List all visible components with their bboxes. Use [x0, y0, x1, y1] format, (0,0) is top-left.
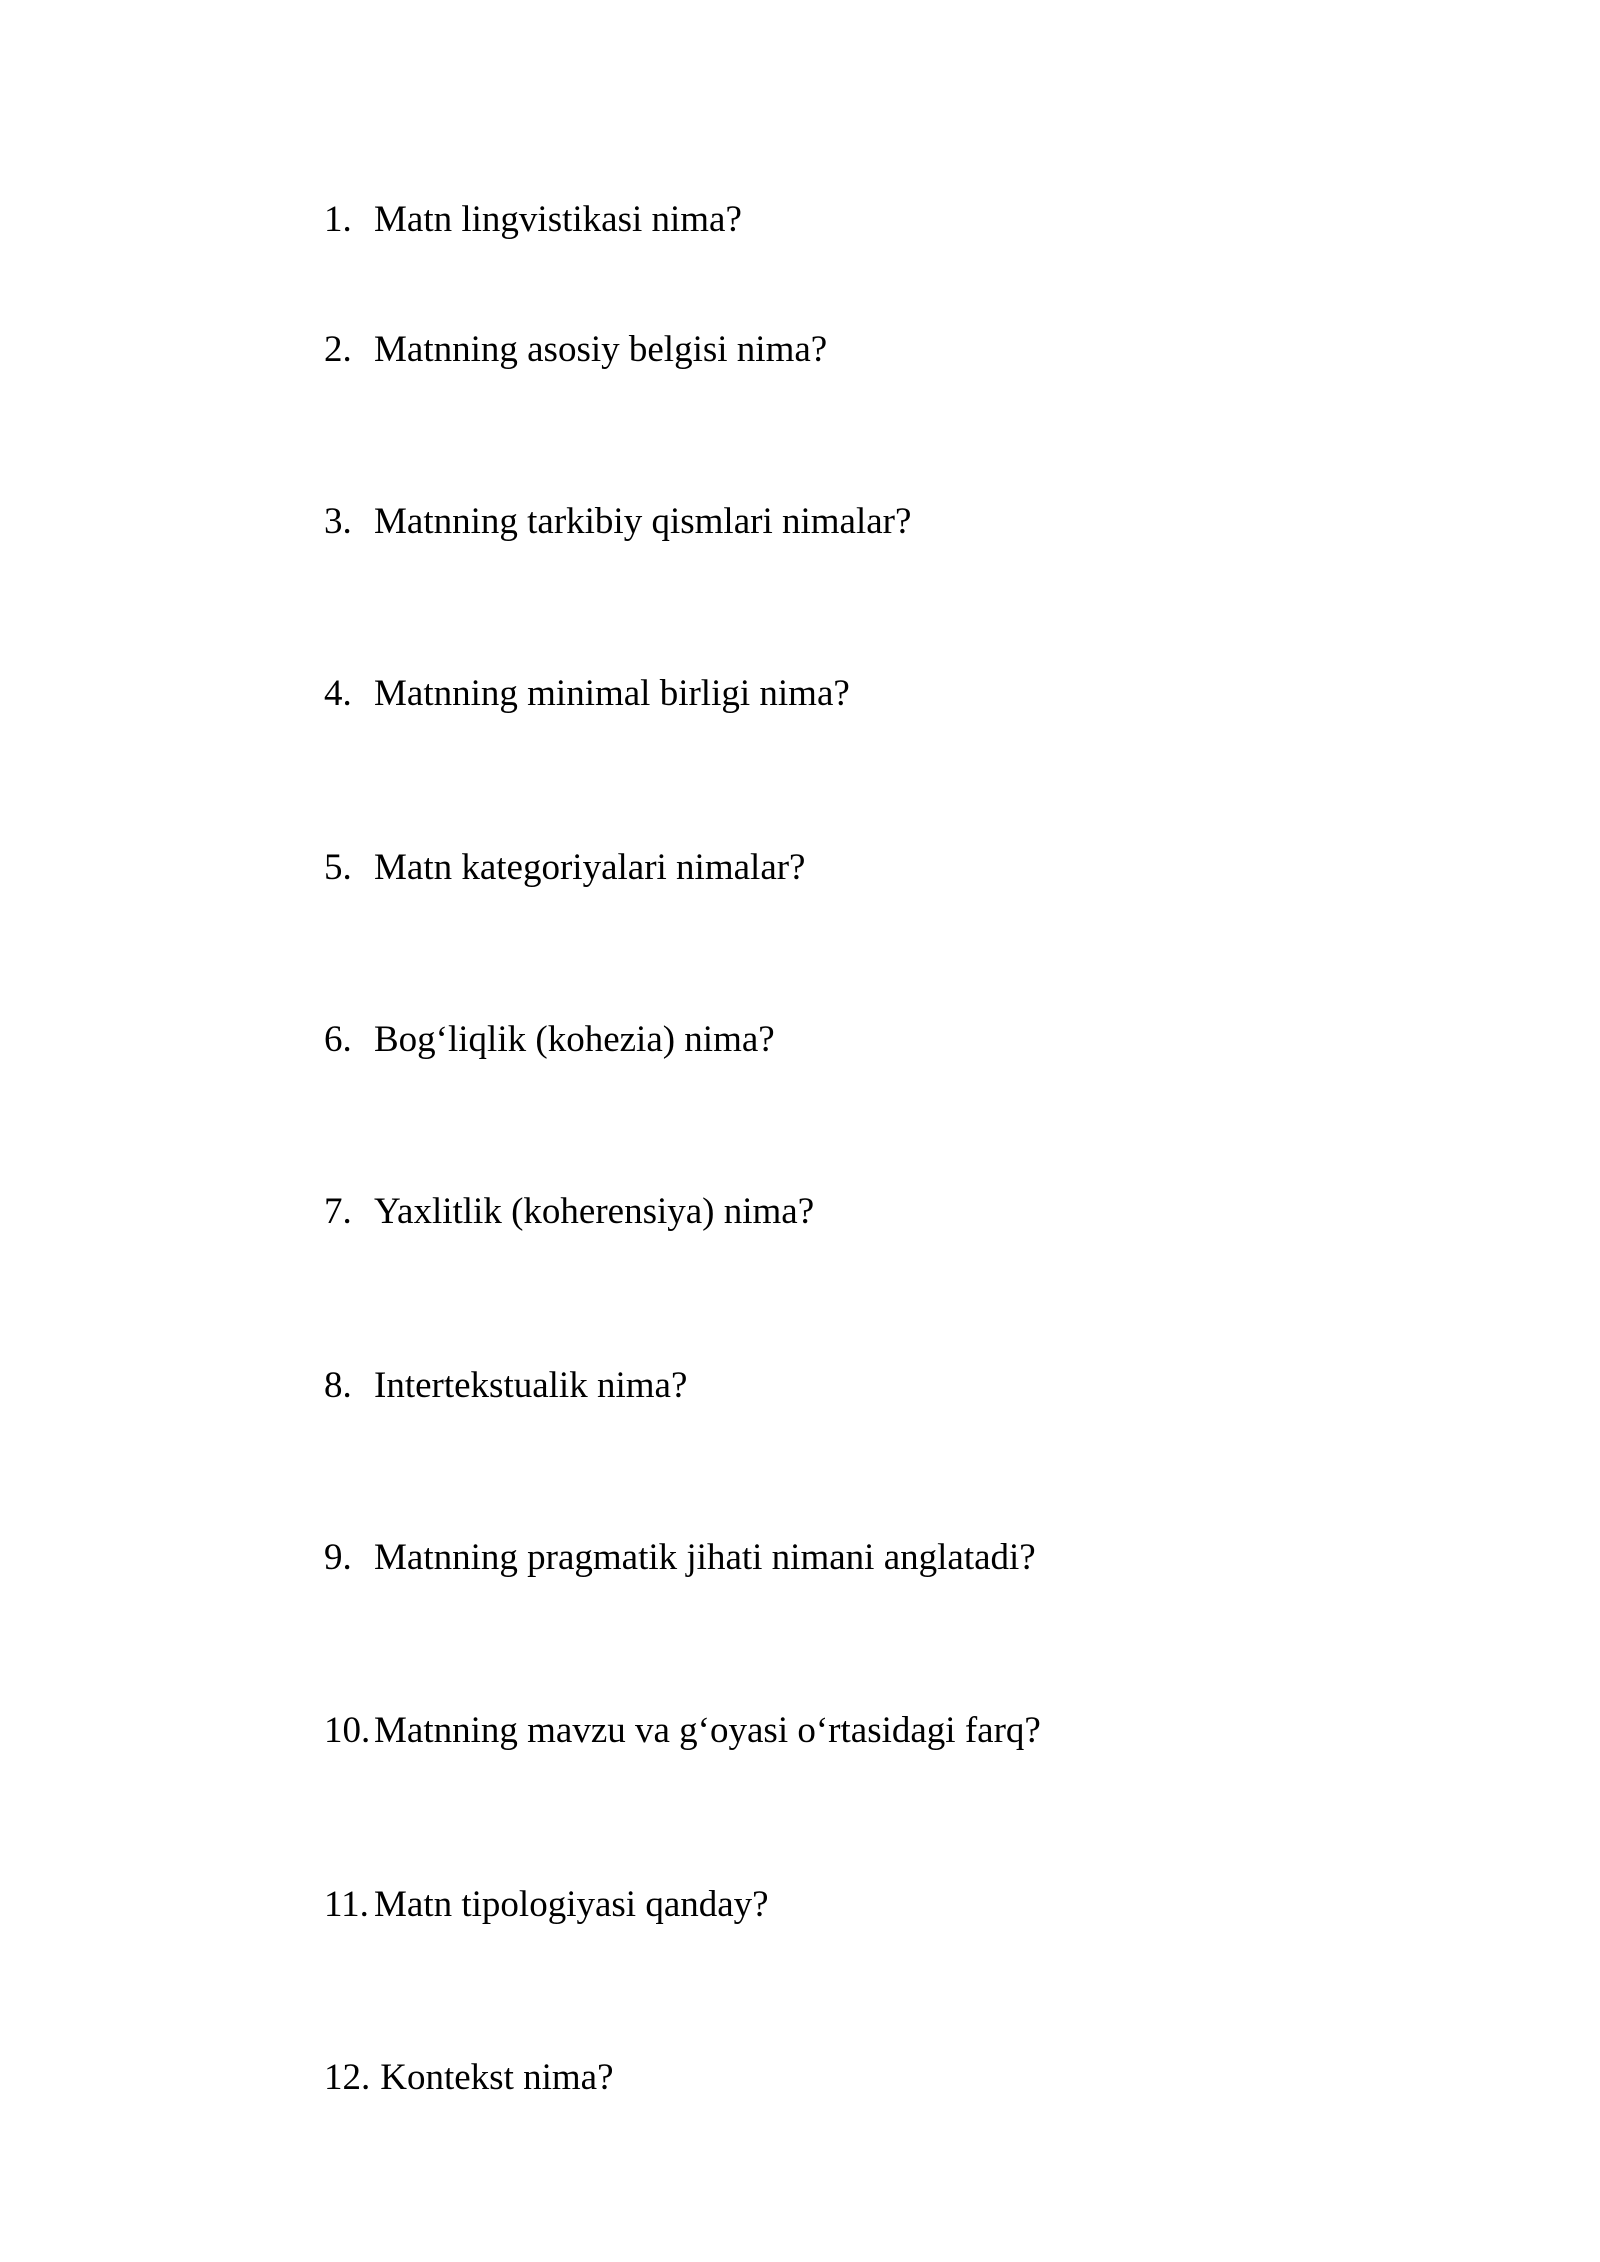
- question-number: 8.: [324, 1365, 352, 1406]
- question-number: 7.: [324, 1191, 352, 1232]
- question-number: 9.: [324, 1537, 352, 1578]
- question-item: [324, 320, 1324, 380]
- question-item: [324, 838, 1324, 898]
- question-number: 3.: [324, 501, 352, 542]
- question-text: Matnning tarkibiy qismlari nimalar?: [374, 501, 912, 542]
- question-item: [324, 1875, 1324, 1935]
- question-text: Matn kategoriyalari nimalar?: [374, 847, 806, 888]
- question-number: 5.: [324, 847, 352, 888]
- question-list: [324, 190, 1324, 2108]
- question-item: [324, 1182, 1324, 1242]
- question-item: [324, 190, 1324, 250]
- question-number: 12.: [324, 2057, 371, 2098]
- question-text: Matnning minimal birligi nima?: [374, 673, 850, 714]
- question-text: Intertekstualik nima?: [374, 1365, 688, 1406]
- question-text: Matnning asosiy belgisi nima?: [374, 329, 828, 370]
- question-item: [324, 664, 1324, 724]
- question-text: Matn tipologiyasi qanday?: [374, 1884, 769, 1925]
- question-text: Matn lingvistikasi nima?: [374, 199, 742, 240]
- question-number: 1.: [324, 199, 352, 240]
- question-number: 11.: [324, 1884, 369, 1925]
- question-item: [324, 1010, 1324, 1070]
- question-number: 10.: [324, 1710, 371, 1751]
- question-text: Bog‘liqlik (kohezia) nima?: [374, 1019, 775, 1060]
- question-item: [324, 1701, 1324, 1761]
- question-number: 2.: [324, 329, 352, 370]
- question-item: [324, 1528, 1324, 1588]
- question-item: [324, 2048, 1324, 2108]
- question-text: Kontekst nima?: [380, 2057, 614, 2098]
- question-number: 6.: [324, 1019, 352, 1060]
- question-item: [324, 1356, 1324, 1416]
- question-number: 4.: [324, 673, 352, 714]
- question-text: Yaxlitlik (koherensiya) nima?: [374, 1191, 815, 1232]
- question-item: [324, 492, 1324, 552]
- question-text: Matnning pragmatik jihati nimani anglatadi?: [374, 1537, 1036, 1578]
- question-text: Matnning mavzu va g‘oyasi o‘rtasidagi farq?: [374, 1710, 1041, 1751]
